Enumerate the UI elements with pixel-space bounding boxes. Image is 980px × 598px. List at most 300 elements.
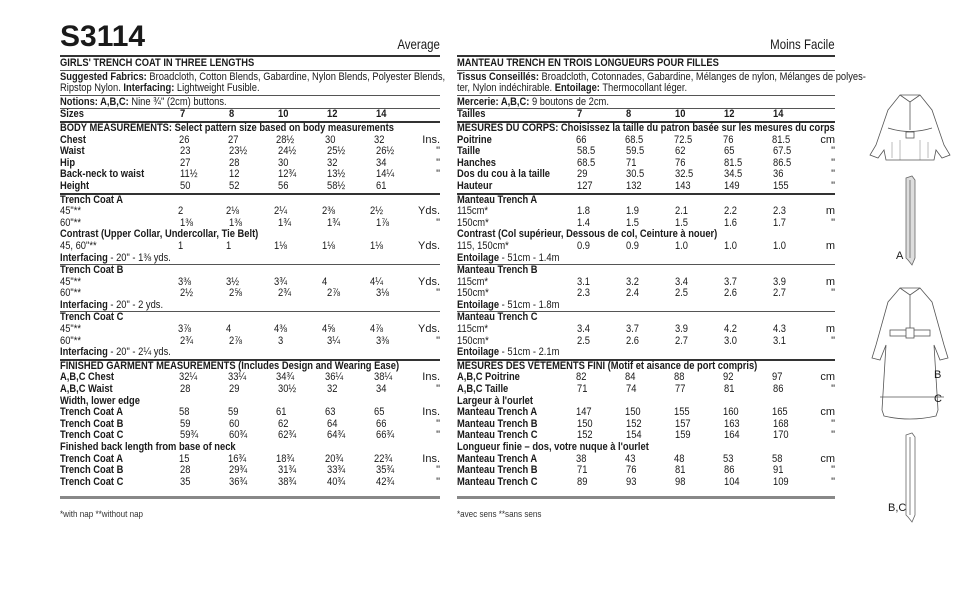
cell-value: 4.3 <box>773 323 787 336</box>
row-label: 45"** <box>60 275 81 288</box>
cell-value: 1.4 <box>577 216 591 229</box>
row-label: Manteau Trench B <box>457 464 538 477</box>
size-header: 10 <box>675 108 686 121</box>
row-label: 60"** <box>60 216 81 229</box>
unit-label: Yds. <box>418 275 441 288</box>
cell-value: 4⅝ <box>321 323 335 336</box>
cell-value: 1.9 <box>626 205 640 218</box>
row-label: Trench Coat C <box>60 475 124 488</box>
row-label: 60"** <box>60 334 81 347</box>
section-heading: Trench Coat C <box>60 311 124 324</box>
cell-value: 26½ <box>376 145 395 158</box>
width-heading: Width, lower edge <box>60 394 140 407</box>
cell-value: 58.5 <box>577 145 596 158</box>
table-row <box>60 477 440 489</box>
cell-value: 2¼ <box>273 205 287 218</box>
cell-value: 38¼ <box>373 371 392 384</box>
pattern-code: S3114 <box>60 20 146 53</box>
cell-value: 157 <box>675 417 691 430</box>
row-label: A,B,C Poitrine <box>457 371 520 384</box>
row-label: Hip <box>60 156 76 169</box>
cell-value: 3.0 <box>724 334 738 347</box>
cell-value: 4⅞ <box>369 323 383 336</box>
cell-value: 92 <box>722 371 734 384</box>
cell-value: 2.5 <box>675 287 689 300</box>
row-label: 45"** <box>60 205 81 218</box>
size-header: 12 <box>327 108 338 121</box>
size-header: 10 <box>278 108 289 121</box>
interfacing-note: Interfacing - 20" - 1⅜ yds. <box>60 251 171 264</box>
row-label: 115cm* <box>457 275 489 288</box>
cell-value: 2.7 <box>675 334 689 347</box>
size-header: 14 <box>773 108 784 121</box>
cell-value: 15 <box>179 452 190 465</box>
unit-label: " <box>436 417 440 430</box>
cell-value: 62 <box>278 417 289 430</box>
cell-value: 2 <box>177 205 183 218</box>
cell-value: 28 <box>180 383 191 396</box>
row-label: Manteau Trench C <box>457 475 538 488</box>
cell-value: 2.7 <box>773 287 787 300</box>
row-label: Height <box>60 179 90 192</box>
fabrics-text: Suggested Fabrics: Broadcloth, Cotton Blends, Gabardine, Nylon Blends, Polyester Blends, <box>60 70 446 83</box>
cell-value: 35 <box>180 475 191 488</box>
cell-value: 2.1 <box>675 205 689 218</box>
cell-value: 34.5 <box>724 168 743 181</box>
cell-value: 149 <box>724 179 740 192</box>
cell-value: 35¾ <box>376 464 395 477</box>
cell-value: 143 <box>675 179 691 192</box>
cell-value: 3.9 <box>773 275 787 288</box>
cell-value: 3¾ <box>273 275 287 288</box>
cell-value: 2.6 <box>724 287 738 300</box>
row-label: Manteau Trench C <box>457 429 538 442</box>
cell-value: 0.9 <box>626 239 640 252</box>
cell-value: 0.9 <box>577 239 591 252</box>
sizes-row <box>457 109 835 121</box>
size-chart: MANTEAU TRENCH EN TROIS LONGUEURS POUR FILLES Tissus Conseillés: Broadcloth, Cotonnades, Gabardine, Mélanges de nylon, Mélanges de polyes- ter, Nylon indéchirable. Entoilage: Thermocollant léger. Mercerie: A,B,C: 9 boutons de 2cm. Tailles 7 8 10 12 14 MESURES DU CORPS: Choisissez la taille du patron basée sur les mesures du corps Poitrine 66 68.5 72.5 76 81.5 cm Taille 58.5 59.5 62 65 67.5 " Hanches 68.5 71 76 81.5 86.5 " Dos du cou à la taille 29 30.5 32.5 34.5 36 " Hauteur 127 132 143 149 155 " Manteau Trench A 115cm* 1.8 1.9 2.1 2.2 2.3 m 150cm* 1.4 1.5 1.5 1.6 1.7 " Contrast (Col supérieur, Dessous de col, Ceinture à nouer) 115, 150cm* 0.9 0.9 1.0 1.0 1.0 m Entoilage - 51cm - 1.4m Manteau Trench B 115cm* 3.1 3.2 3.4 3.7 3.9 m 150cm* 2.3 2.4 2.5 2.6 2.7 " Entoilage - 51cm - 1.8m Manteau Trench C 115cm* 3.4 3.7 3.9 4.2 4.3 m 150cm* 2.5 2.6 2.7 3.0 3.1 " Entoilage - 51cm - 2.1m MESURES DES VÊTEMENTS FINI (Motif et aisance de port compris) A,B,C Poitrine 82 84 88 92 97 cm A,B,C Taille 71 74 77 81 86 " Largeur à l'ourlet Manteau Trench A 147 150 155 160 165 cm Manteau Trench B 150 152 157 163 168 " Manteau Trench C 152 154 159 164 170 " Longueur finie – dos, votre nuque à l'ourlet Manteau Trench A 38 43 48 53 58 cm Manteau Trench B 71 76 81 86 91 " Manteau Trench C 89 93 98 104 109 " *avec sens **sans sens <box>457 57 866 521</box>
cell-value: 3½ <box>225 275 239 288</box>
difficulty-label: Average <box>397 36 440 52</box>
cell-value: 52 <box>229 179 240 192</box>
cell-value: 2½ <box>369 205 383 218</box>
cell-value: 60¾ <box>229 429 248 442</box>
table-row <box>457 181 835 193</box>
size-header: 8 <box>229 108 235 121</box>
cell-value: 2⅞ <box>327 287 341 300</box>
cell-value: 1.0 <box>724 239 738 252</box>
unit-label: " <box>831 429 835 442</box>
cell-value: 76 <box>626 464 637 477</box>
cell-value: 50 <box>180 179 191 192</box>
row-label: Trench Coat B <box>60 464 124 477</box>
cell-value: 155 <box>674 406 690 419</box>
cell-value: 159 <box>675 429 691 442</box>
cell-value: 88 <box>674 371 685 384</box>
cell-value: 98 <box>675 475 686 488</box>
width-heading: Largeur à l'ourlet <box>457 394 534 407</box>
pattern-title: GIRLS' TRENCH COAT IN THREE LENGTHS <box>60 57 255 69</box>
unit-label: cm <box>820 406 836 419</box>
unit-label: " <box>436 429 440 442</box>
unit-label: " <box>831 475 835 488</box>
unit-label: " <box>831 156 835 169</box>
cell-value: 2¾ <box>278 287 292 300</box>
cell-value: 2¾ <box>180 334 194 347</box>
cell-value: 34¾ <box>276 371 295 384</box>
row-label: Back-neck to waist <box>60 168 145 181</box>
cell-value: 4.2 <box>724 323 738 336</box>
cell-value: 68.5 <box>625 133 644 146</box>
cell-value: 3.7 <box>724 275 738 288</box>
cell-value: 29 <box>577 168 588 181</box>
cell-value: 16¾ <box>227 452 246 465</box>
table-row <box>457 477 835 489</box>
size-chart: GIRLS' TRENCH COAT IN THREE LENGTHS Suggested Fabrics: Broadcloth, Cotton Blends, Gabardine, Nylon Blends, Polyester Blends, Ripstop Nylon. Interfacing: Lightweight Fusible. Notions: A,B,C: Nine ¾" (2cm) buttons. Sizes 7 8 10 12 14 BODY MEASUREMENTS: Select pattern size based on body measurements Chest 26 27 28½ 30 32 Ins. Waist 23 23½ 24½ 25½ 26½ " Hip 27 28 30 32 34 " Back-neck to waist 11½ 12 12¾ 13½ 14¼ " Height 50 52 56 58½ 61 Trench Coat A 45"** 2 2⅛ 2¼ 2⅜ 2½ Yds. 60"** 1⅜ 1⅜ 1¾ 1¾ 1⅞ " Contrast (Upper Collar, Undercollar, Tie Belt) 45, 60"** 1 1 1⅛ 1⅛ 1⅛ Yds. Interfacing - 20" - 1⅜ yds. Trench Coat B 45"** 3⅜ 3½ 3¾ 4 4¼ Yds. 60"** 2½ 2⅝ 2¾ 2⅞ 3⅛ " Interfacing - 20" - 2 yds. Trench Coat C 45"** 3⅞ 4 4⅜ 4⅝ 4⅞ Yds. 60"** 2¾ 2⅞ 3 3¼ 3⅜ " Interfacing - 20" - 2¼ yds. FINISHED GARMENT MEASUREMENTS (Includes Design and Wearing Ease) A,B,C Chest 32¼ 33¼ 34¾ 36¼ 38¼ Ins. A,B,C Waist 28 29 30½ 32 34 " Width, lower edge Trench Coat A 58 59 61 63 65 Ins. Trench Coat B 59 60 62 64 66 " Trench Coat C 59¾ 60¾ 62¾ 64¾ 66¾ " Finished back length from base of neck Trench Coat A 15 16¾ 18¾ 20¾ 22¾ Ins. Trench Coat B 28 29¾ 31¾ 33¾ 35¾ " Trench Coat C 35 36¾ 38¾ 40¾ 42¾ " *with nap **without nap <box>60 57 446 521</box>
row-label: 115cm* <box>457 323 489 336</box>
fabrics-text: Tissus Conseillés: Broadcloth, Cotonnades, Gabardine, Mélanges de nylon, Mélanges de polyes- <box>457 70 866 83</box>
size-header: 7 <box>180 108 186 121</box>
cell-value: 68.5 <box>577 156 596 169</box>
cell-value: 147 <box>576 406 593 419</box>
cell-value: 163 <box>724 417 740 430</box>
cell-value: 66 <box>576 133 587 146</box>
cell-value: 1 <box>177 239 183 252</box>
unit-label: " <box>831 145 835 158</box>
view-a-label: A <box>896 250 904 262</box>
cell-value: 4⅜ <box>273 323 287 336</box>
cell-value: 71 <box>577 383 588 396</box>
cell-value: 11½ <box>180 168 198 181</box>
cell-value: 66¾ <box>376 429 395 442</box>
cell-value: 1⅜ <box>229 216 243 229</box>
body-measurements-heading: MESURES DU CORPS: Choisissez la taille du patron basée sur les mesures du corps <box>457 121 835 134</box>
cell-value: 29¾ <box>229 464 248 477</box>
cell-value: 91 <box>773 464 784 477</box>
unit-label: Ins. <box>422 452 441 465</box>
cell-value: 24½ <box>278 145 297 158</box>
section-heading: Manteau Trench A <box>457 193 538 206</box>
cell-value: 1⅛ <box>321 239 335 252</box>
row-label: A,B,C Taille <box>457 383 509 396</box>
cell-value: 13½ <box>327 168 346 181</box>
cell-value: 1⅛ <box>369 239 383 252</box>
cell-value: 71 <box>626 156 637 169</box>
unit-label: " <box>436 475 440 488</box>
row-label: 115, 150cm* <box>457 239 509 252</box>
cell-value: 32 <box>327 383 338 396</box>
cell-value: 4¼ <box>369 275 383 288</box>
unit-label: Yds. <box>418 205 441 218</box>
cell-value: 152 <box>577 429 593 442</box>
cell-value: 31¾ <box>278 464 297 477</box>
row-label: 150cm* <box>457 287 489 300</box>
row-label: 60"** <box>60 287 81 300</box>
cell-value: 76 <box>722 133 734 146</box>
sizes-label: Tailles <box>457 108 486 121</box>
unit-label: " <box>831 216 835 229</box>
cell-value: 34 <box>376 383 387 396</box>
cell-value: 40¾ <box>327 475 346 488</box>
row-label: Trench Coat A <box>60 452 124 465</box>
cell-value: 27 <box>227 133 239 146</box>
unit-label: " <box>831 383 835 396</box>
cell-value: 2⅛ <box>225 205 239 218</box>
cell-value: 20¾ <box>325 452 344 465</box>
cell-value: 2.6 <box>626 334 640 347</box>
unit-label: m <box>825 275 835 288</box>
row-label: Hanches <box>457 156 496 169</box>
cell-value: 65 <box>724 145 735 158</box>
belt-a-drawing <box>906 176 915 265</box>
cell-value: 60 <box>229 417 240 430</box>
unit-label: Yds. <box>418 239 441 252</box>
cell-value: 89 <box>577 475 588 488</box>
cell-value: 1¾ <box>278 216 292 229</box>
footnote: *with nap **without nap <box>60 509 144 521</box>
cell-value: 2.5 <box>577 334 591 347</box>
cell-value: 1.0 <box>675 239 689 252</box>
unit-label: " <box>436 156 440 169</box>
row-label: A,B,C Chest <box>60 371 115 384</box>
cell-value: 72.5 <box>674 133 693 146</box>
cell-value: 132 <box>626 179 642 192</box>
unit-label: " <box>436 145 440 158</box>
belt-bc-label: B,C <box>888 502 907 514</box>
row-label: 150cm* <box>457 216 489 229</box>
cell-value: 59 <box>227 406 239 419</box>
size-header: 12 <box>724 108 735 121</box>
row-label: Manteau Trench A <box>457 452 538 465</box>
row-label: Hauteur <box>457 179 493 192</box>
cell-value: 36¼ <box>325 371 344 384</box>
cell-value: 2.2 <box>724 205 738 218</box>
cell-value: 59 <box>180 417 191 430</box>
cell-value: 155 <box>773 179 789 192</box>
unit-label: " <box>436 334 440 347</box>
coat-drawings-svg <box>862 90 980 530</box>
row-label: Dos du cou à la taille <box>457 168 551 181</box>
row-label: A,B,C Waist <box>60 383 113 396</box>
section-heading: Trench Coat B <box>60 264 124 277</box>
cell-value: 14¼ <box>376 168 395 181</box>
row-label: 115cm* <box>457 205 489 218</box>
cell-value: 86 <box>773 383 784 396</box>
cell-value: 81.5 <box>771 133 790 146</box>
row-label: Manteau Trench A <box>457 406 538 419</box>
cell-value: 3⅜ <box>177 275 191 288</box>
unit-label: cm <box>820 452 836 465</box>
row-label: Trench Coat B <box>60 417 124 430</box>
cell-value: 84 <box>625 371 636 384</box>
cell-value: 86 <box>724 464 735 477</box>
cell-value: 76 <box>675 156 686 169</box>
footnote: *avec sens **sans sens <box>457 509 542 521</box>
unit-label: " <box>831 287 835 300</box>
interfacing-note: Entoilage - 51cm - 1.8m <box>457 298 560 311</box>
cell-value: 1.5 <box>626 216 640 229</box>
cell-value: 18¾ <box>276 452 295 465</box>
cell-value: 3 <box>278 334 284 347</box>
cell-value: 81 <box>675 464 686 477</box>
unit-label: " <box>831 168 835 181</box>
cell-value: 74 <box>626 383 637 396</box>
pattern-title: MANTEAU TRENCH EN TROIS LONGUEURS POUR FILLES <box>457 57 719 69</box>
cell-value: 32¼ <box>179 371 198 384</box>
unit-label: m <box>825 205 835 218</box>
cell-value: 150 <box>577 417 593 430</box>
row-label: Poitrine <box>457 133 492 146</box>
cell-value: 30 <box>278 156 289 169</box>
cell-value: 1.0 <box>773 239 787 252</box>
cell-value: 59.5 <box>626 145 645 158</box>
unit-label: cm <box>820 133 836 146</box>
cell-value: 12¾ <box>278 168 297 181</box>
cell-value: 62 <box>675 145 686 158</box>
cell-value: 58 <box>771 452 782 465</box>
cell-value: 66 <box>376 417 387 430</box>
cell-value: 2.3 <box>577 287 591 300</box>
cell-value: 1⅛ <box>273 239 287 252</box>
unit-label: Ins. <box>422 406 441 419</box>
finished-measurements-heading: FINISHED GARMENT MEASUREMENTS (Includes Design and Wearing Ease) <box>60 359 400 372</box>
notions-text: Notions: A,B,C: Nine ¾" (2cm) buttons. <box>60 95 227 108</box>
cell-value: 65 <box>373 406 385 419</box>
cell-value: 38¾ <box>278 475 297 488</box>
cell-value: 3.4 <box>577 323 591 336</box>
cell-value: 164 <box>724 429 740 442</box>
cell-value: 3⅛ <box>376 287 390 300</box>
unit-label: " <box>831 334 835 347</box>
cell-value: 23½ <box>229 145 248 158</box>
sizes-label: Sizes <box>60 108 84 121</box>
cell-value: 1.5 <box>675 216 689 229</box>
cell-value: 29 <box>229 383 240 396</box>
cell-value: 3.7 <box>626 323 640 336</box>
cell-value: 97 <box>771 371 782 384</box>
cell-value: 1⅜ <box>180 216 194 229</box>
cell-value: 165 <box>771 406 788 419</box>
cell-value: 33¼ <box>227 371 246 384</box>
section-heading: Manteau Trench B <box>457 264 538 277</box>
belt-bc-drawing <box>906 433 915 522</box>
cell-value: 150 <box>625 406 641 419</box>
unit-label: Yds. <box>418 323 441 336</box>
cell-value: 27 <box>180 156 191 169</box>
cell-value: 30.5 <box>626 168 645 181</box>
unit-label: " <box>436 287 440 300</box>
unit-label <box>425 181 440 193</box>
cell-value: 1⅞ <box>376 216 390 229</box>
cell-value: 38 <box>576 452 587 465</box>
coat-a-drawing <box>870 95 950 160</box>
row-label: 150cm* <box>457 334 489 347</box>
row-label: 45, 60"** <box>60 239 97 252</box>
notions-text: Mercerie: A,B,C: 9 boutons de 2cm. <box>457 95 609 108</box>
cell-value: 1.8 <box>577 205 591 218</box>
cell-value: 1¾ <box>327 216 341 229</box>
cell-value: 32 <box>373 133 385 146</box>
cell-value: 71 <box>577 464 588 477</box>
cell-value: 1.6 <box>724 216 738 229</box>
size-header: 7 <box>577 108 583 121</box>
cell-value: 109 <box>773 475 789 488</box>
cell-value: 81.5 <box>724 156 743 169</box>
cell-value: 62¾ <box>278 429 297 442</box>
cell-value: 93 <box>626 475 637 488</box>
row-label: Trench Coat C <box>60 429 124 442</box>
cell-value: 58½ <box>327 179 346 192</box>
cell-value: 168 <box>773 417 789 430</box>
cell-value: 67.5 <box>773 145 792 158</box>
section-heading: Contrast (Col supérieur, Dessous de col, Ceinture à nouer) <box>457 228 718 241</box>
cell-value: 28 <box>180 464 191 477</box>
section-heading: Manteau Trench C <box>457 311 538 324</box>
row-label: 45"** <box>60 323 81 336</box>
length-heading: Finished back length from base of neck <box>60 441 236 453</box>
cell-value: 127 <box>577 179 593 192</box>
section-heading: Trench Coat A <box>60 193 124 206</box>
interfacing-note: Entoilage - 51cm - 2.1m <box>457 346 560 359</box>
cell-value: 64 <box>327 417 338 430</box>
cell-value: 28 <box>229 156 240 169</box>
cell-value: 160 <box>722 406 739 419</box>
cell-value: 36¾ <box>229 475 248 488</box>
cell-value: 30 <box>325 133 336 146</box>
cell-value: 32 <box>327 156 338 169</box>
cell-value: 1.7 <box>773 216 787 229</box>
view-b-label: B <box>934 369 942 381</box>
row-label: Taille <box>457 145 481 158</box>
cell-value: 4 <box>321 275 328 288</box>
cell-value: 82 <box>576 371 587 384</box>
difficulty-label: Moins Facile <box>770 36 835 52</box>
interfacing-note: Entoilage - 51cm - 1.4m <box>457 251 560 264</box>
technical-drawings <box>862 90 980 530</box>
cell-value: 64¾ <box>327 429 346 442</box>
cell-value: 61 <box>276 406 287 419</box>
unit-label: Ins. <box>422 371 441 384</box>
cell-value: 2⅜ <box>321 205 335 218</box>
cell-value: 104 <box>724 475 740 488</box>
cell-value: 61 <box>376 179 387 192</box>
cell-value: 23 <box>180 145 191 158</box>
cell-value: 1 <box>225 239 231 252</box>
cell-value: 152 <box>626 417 642 430</box>
cell-value: 30½ <box>278 383 297 396</box>
section-heading: Contrast (Upper Collar, Undercollar, Tie Belt) <box>60 228 259 241</box>
cell-value: 59¾ <box>180 429 199 442</box>
cell-value: 53 <box>722 452 734 465</box>
unit-label: " <box>831 464 835 477</box>
row-label: Manteau Trench B <box>457 417 538 430</box>
cell-value: 34 <box>376 156 387 169</box>
cell-value: 3⅜ <box>376 334 390 347</box>
cell-value: 56 <box>278 179 289 192</box>
cell-value: 2.4 <box>626 287 640 300</box>
unit-label: " <box>831 417 835 430</box>
cell-value: 77 <box>675 383 686 396</box>
cell-value: 3.9 <box>675 323 689 336</box>
sizes-row <box>60 109 440 121</box>
cell-value: 3.1 <box>773 334 787 347</box>
cell-value: 32.5 <box>675 168 694 181</box>
cell-value: 3.2 <box>626 275 640 288</box>
cell-value: 42¾ <box>376 475 395 488</box>
unit-label: " <box>436 383 440 396</box>
cell-value: 170 <box>773 429 789 442</box>
body-measurements-heading: BODY MEASUREMENTS: Select pattern size based on body measurements <box>60 121 394 134</box>
